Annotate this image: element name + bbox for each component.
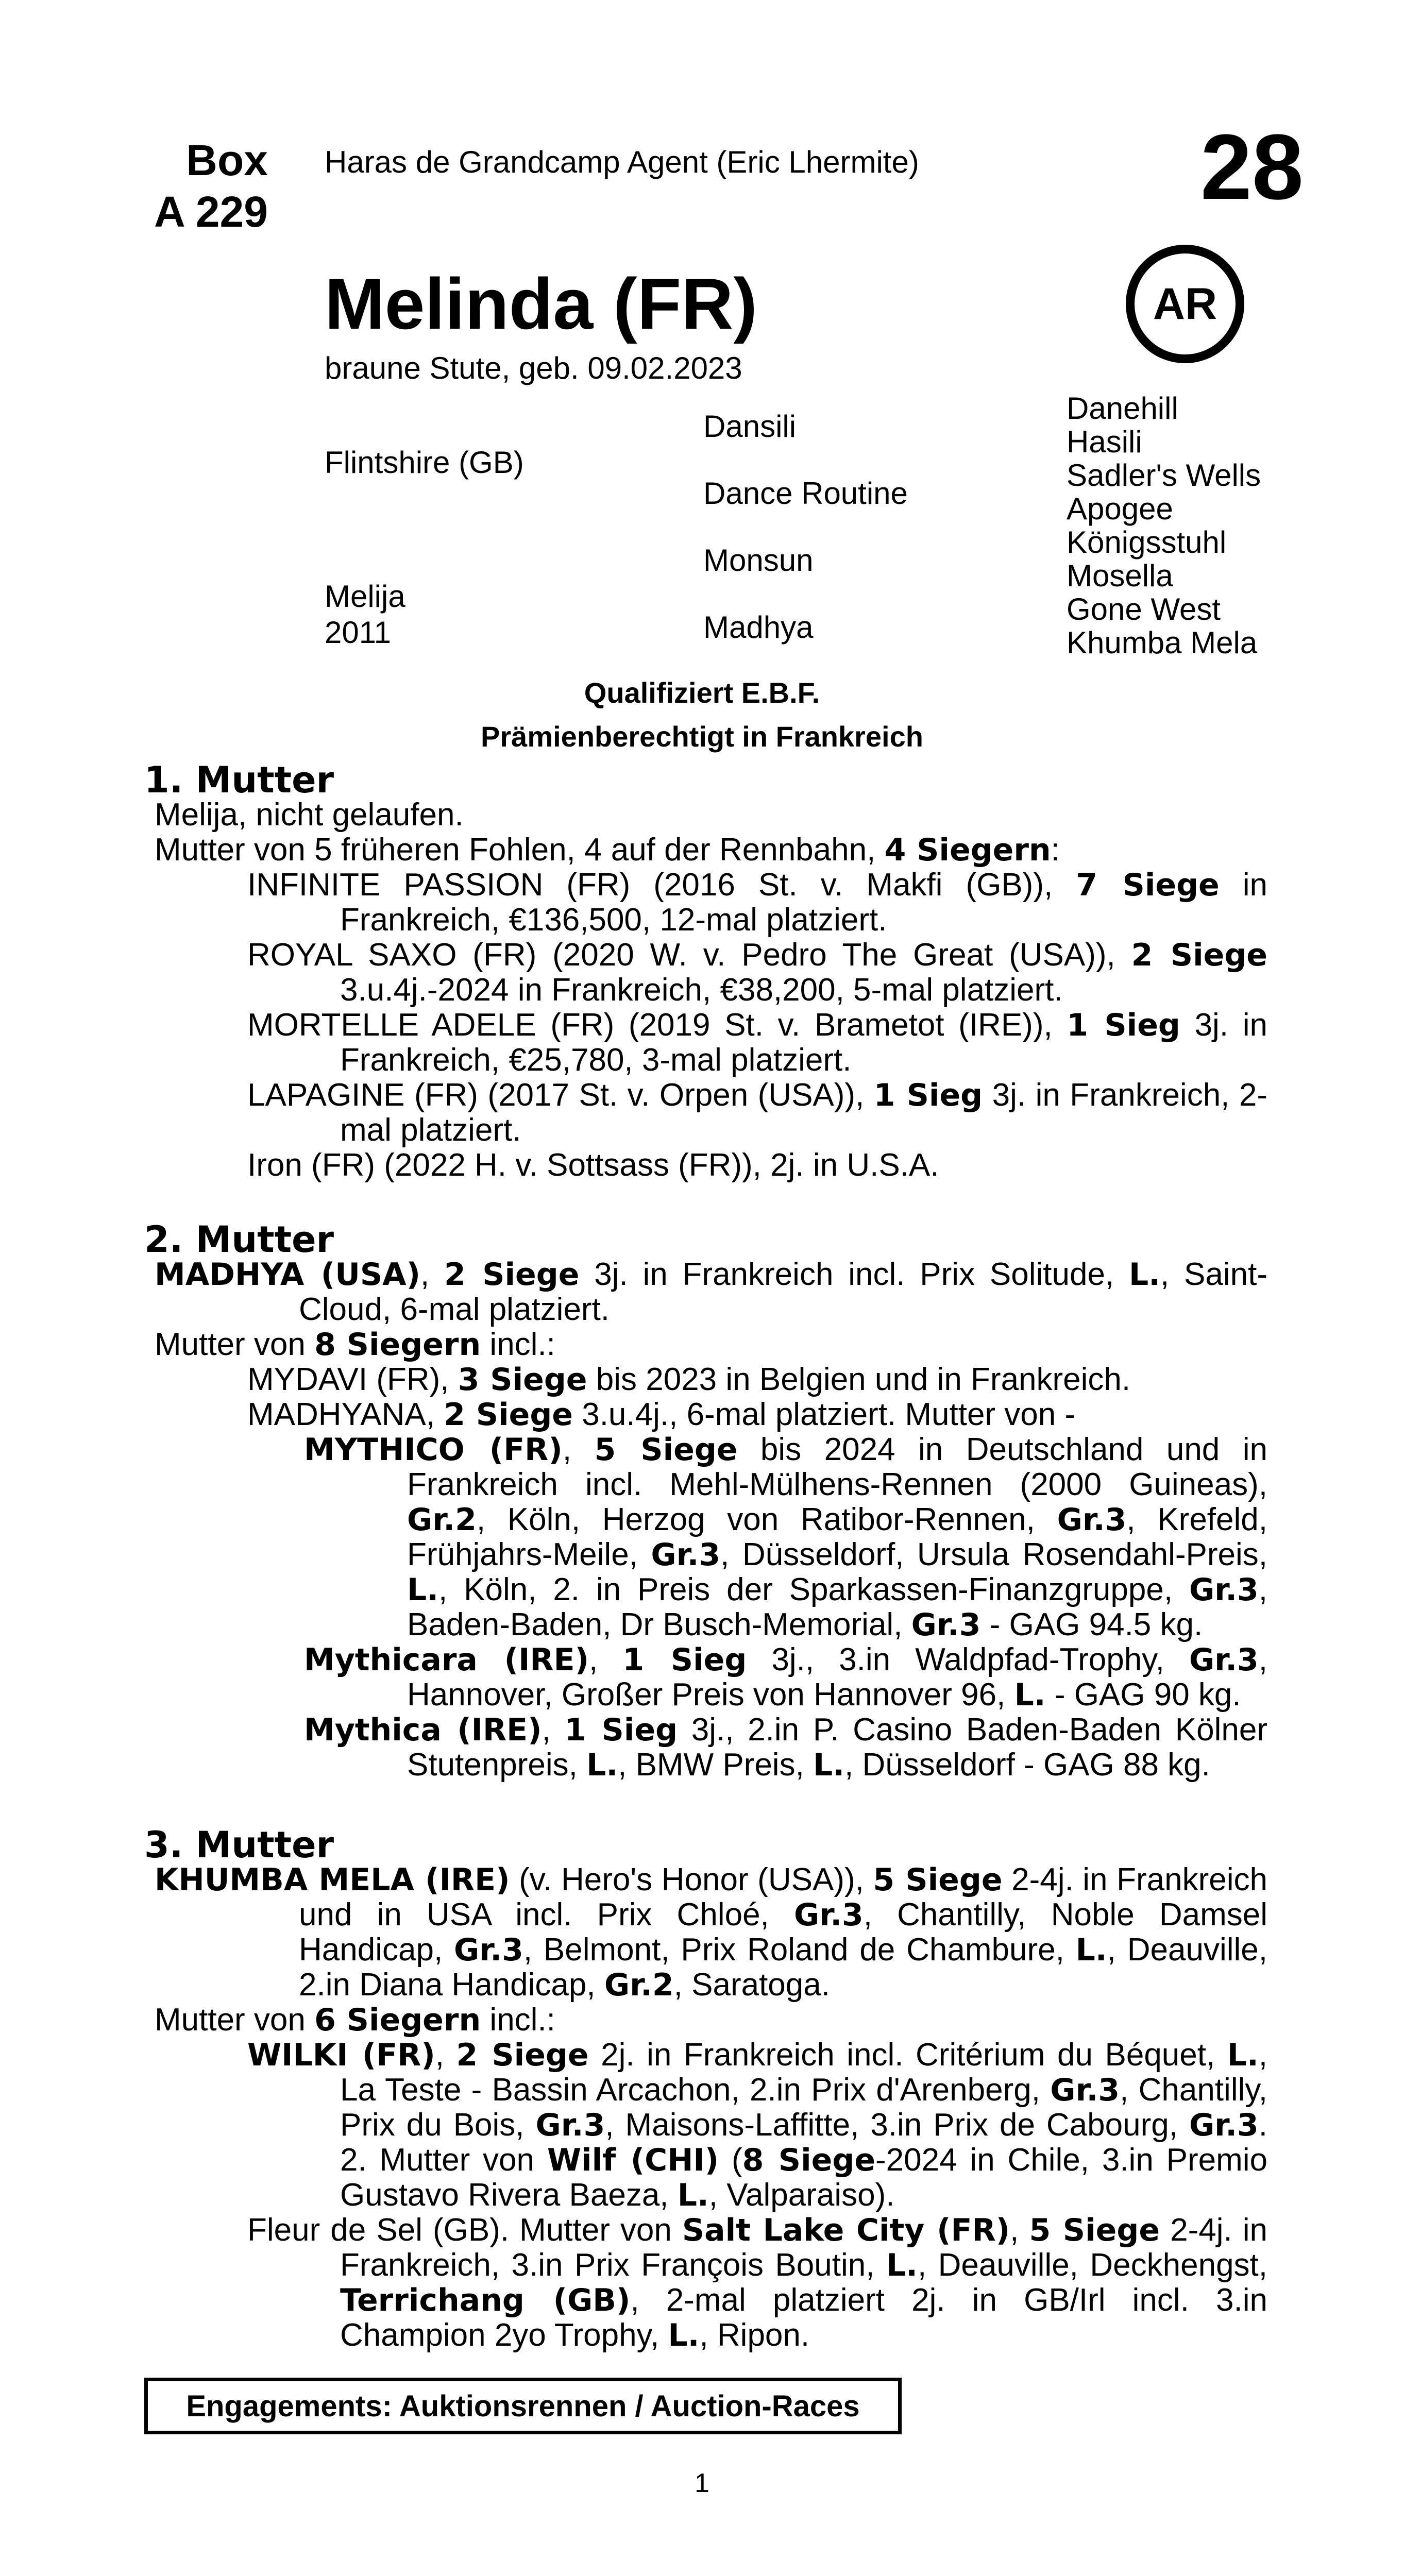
consignor: Haras de Grandcamp Agent (Eric Lhermite) <box>325 145 919 179</box>
text: , <box>1010 2212 1029 2248</box>
pedigree-great-grandparent: Danehill <box>1067 391 1178 426</box>
section-paragraph <box>155 1257 1267 1327</box>
bold-text: 4 Siegern <box>884 832 1051 868</box>
pedigree-great-grandparent: Mosella <box>1067 558 1173 593</box>
text: , Ripon. <box>699 2317 810 2353</box>
bold-text: L. <box>1128 1257 1160 1293</box>
text: in Frankreich, €136,500, 12-mal platziert. <box>340 867 1267 938</box>
page-number: 1 <box>695 2468 709 2498</box>
bold-text: 2 Siege <box>444 1397 573 1433</box>
text: : <box>1051 832 1060 868</box>
text: 2j. in Frankreich incl. Critérium du Béquet, <box>588 2037 1227 2073</box>
text: 2-4j. in Frankreich und in USA incl. Prix Chloé, <box>299 1862 1267 1933</box>
bold-text: Gr.3 <box>911 1607 981 1643</box>
pedigree-grandparent: Madhya <box>703 610 814 645</box>
text: INFINITE PASSION (FR) (2016 St. v. Makfi (GB)), <box>247 867 1076 903</box>
bold-text: 5 Siege <box>873 1862 1003 1898</box>
section-paragraph <box>201 868 1267 938</box>
qualification-ebf: Qualifiziert E.B.F. <box>584 676 820 709</box>
bold-text: Gr.3 <box>1189 1572 1259 1608</box>
text: - GAG 94.5 kg. <box>980 1607 1203 1642</box>
text: , Köln, Herzog von Ratibor-Rennen, <box>476 1502 1057 1537</box>
bold-text: 2 Siege <box>456 2037 589 2073</box>
text: 3j. in Frankreich, 2-mal platziert. <box>340 1077 1268 1148</box>
text: , Düsseldorf, Ursula Rosendahl-Preis, <box>720 1537 1268 1572</box>
bold-text: 7 Siege <box>1076 867 1220 903</box>
section-paragraph <box>155 2003 1267 2038</box>
text: incl.: <box>481 2002 555 2038</box>
section-body <box>155 1862 1267 2353</box>
bold-text: Terrichang (GB) <box>340 2282 631 2318</box>
text: LAPAGINE (FR) (2017 St. v. Orpen (USA)), <box>247 1077 874 1113</box>
horse-name: Melinda (FR) <box>325 263 757 344</box>
bold-text: Gr.2 <box>604 1967 674 2003</box>
text: -2024 in Chile, 3.in Premio Gustavo Rivera Baeza, <box>340 2142 1268 2213</box>
bold-text: Gr.3 <box>1050 2072 1120 2108</box>
bold-text: 5 Siege <box>594 1432 738 1468</box>
text: , Chantilly, Noble Damsel Handicap, <box>299 1897 1267 1968</box>
section-paragraph <box>155 798 1267 833</box>
text: , Maisons-Laffitte, 3.in Prix de Cabourg, <box>605 2107 1189 2143</box>
bold-text: L. <box>586 1747 618 1783</box>
bold-text: Gr.3 <box>1057 1502 1127 1538</box>
bold-text: Gr.3 <box>1189 1642 1259 1678</box>
pedigree-great-grandparent: Hasili <box>1067 425 1142 459</box>
bold-text: 2 Siege <box>444 1257 580 1293</box>
lot-number: 28 <box>1200 115 1304 219</box>
bold-text: 1 Sieg <box>873 1077 983 1113</box>
text: (v. Hero's Honor (USA)), <box>510 1862 873 1897</box>
bold-text: L. <box>677 2177 709 2213</box>
text: MADHYANA, <box>247 1397 444 1432</box>
bold-text: 6 Siegern <box>314 2002 481 2038</box>
bold-text: L. <box>407 1572 439 1608</box>
pedigree-great-grandparent: Gone West <box>1067 592 1221 626</box>
engagements-label: Engagements: Auktionsrennen / Auction-Races <box>186 2389 860 2423</box>
bold-text: L. <box>1014 1677 1046 1713</box>
section-heading: 3. Mutter <box>144 1824 334 1866</box>
text: , Saratoga. <box>673 1967 830 2003</box>
bold-text: 8 Siege <box>742 2142 876 2178</box>
bold-text: KHUMBA MELA (IRE) <box>155 1862 510 1898</box>
text: MORTELLE ADELE (FR) (2019 St. v. Brametot (IRE)), <box>247 1007 1067 1043</box>
section-body <box>155 798 1267 1183</box>
section-paragraph <box>155 1327 1267 1362</box>
text: , Deauville, 2.in Diana Handicap, <box>299 1932 1267 2003</box>
bold-text: Gr.3 <box>793 1897 864 1933</box>
text: , <box>589 1642 623 1677</box>
text: , Köln, 2. in Preis der Sparkassen-Finanzgruppe, <box>438 1572 1189 1607</box>
horse-description: braune Stute, geb. 09.02.2023 <box>325 351 742 385</box>
text: 3j. in Frankreich incl. Prix Solitude, <box>579 1257 1129 1292</box>
bold-text: 1 Sieg <box>564 1712 678 1748</box>
text: Iron (FR) (2022 H. v. Sottsass (FR)), 2j. in U.S.A. <box>247 1147 939 1183</box>
pedigree-great-grandparent: Khumba Mela <box>1067 625 1258 660</box>
text: ( <box>719 2142 742 2178</box>
bold-text: WILKI (FR) <box>247 2037 435 2073</box>
text: bis 2023 in Belgien und in Frankreich. <box>587 1362 1131 1397</box>
section-paragraph <box>201 1362 1267 1397</box>
text: 3j. in Frankreich, €25,780, 3-mal platziert. <box>340 1007 1267 1078</box>
pedigree-dam: Melija <box>325 579 405 614</box>
box-number: A 229 <box>154 188 268 236</box>
text: Fleur de Sel (GB). Mutter von <box>247 2212 682 2248</box>
bold-text: L. <box>668 2317 700 2353</box>
bold-text: 1 Sieg <box>1067 1007 1180 1043</box>
section-paragraph <box>201 1008 1267 1078</box>
section-paragraph <box>201 1078 1267 1148</box>
text: , Baden-Baden, Dr Busch-Memorial, <box>407 1572 1267 1642</box>
bold-text: Gr.3 <box>651 1537 721 1573</box>
bold-text: Gr.2 <box>407 1502 477 1538</box>
bold-text: Wilf (CHI) <box>547 2142 719 2178</box>
text: , La Teste - Bassin Arcachon, 2.in Prix d'Arenberg, <box>340 2037 1267 2108</box>
section-paragraph <box>263 1713 1267 1783</box>
bold-text: L. <box>1227 2037 1259 2073</box>
pedigree-great-grandparent: Königsstuhl <box>1067 525 1227 560</box>
text: Mutter von <box>155 1327 315 1362</box>
engagements-box <box>144 2378 902 2434</box>
text: , Valparaiso). <box>708 2177 895 2213</box>
text: , <box>542 1712 565 1748</box>
bold-text: L. <box>1075 1932 1107 1968</box>
bold-text: 1 Sieg <box>622 1642 747 1678</box>
section-paragraph <box>201 1397 1267 1432</box>
section-paragraph <box>263 1432 1267 1642</box>
text: 2-4j. in Frankreich, 3.in Prix François Boutin, <box>340 2212 1268 2283</box>
bold-text: 2 Siege <box>1131 937 1267 973</box>
text: , Chantilly, Prix du Bois, <box>340 2072 1267 2143</box>
text: MYDAVI (FR), <box>247 1362 458 1397</box>
bold-text: MADHYA (USA) <box>155 1257 420 1293</box>
bold-text: 8 Siegern <box>314 1327 481 1363</box>
section-paragraph <box>201 2213 1267 2353</box>
pedigree-great-grandparent: Sadler's Wells <box>1067 458 1261 493</box>
bold-text: MYTHICO (FR) <box>304 1432 563 1468</box>
text: , BMW Preis, <box>618 1747 814 1783</box>
section-paragraph <box>155 833 1267 868</box>
text: , <box>562 1432 595 1467</box>
section-paragraph <box>155 1862 1267 2003</box>
text: bis 2024 in Deutschland und in Frankreich incl. Mehl-Mülhens-Rennen (2000 Guineas), <box>407 1432 1267 1502</box>
pedigree-great-grandparent: Apogee <box>1067 492 1173 526</box>
pedigree-grandparent: Dance Routine <box>703 476 908 511</box>
text: , Hannover, Großer Preis von Hannover 96, <box>407 1642 1267 1713</box>
text: 3j., 3.in Waldpfad-Trophy, <box>747 1642 1189 1677</box>
pedigree-dam-year: 2011 <box>325 615 392 650</box>
text: , Saint-Cloud, 6-mal platziert. <box>299 1257 1267 1327</box>
text: Mutter von <box>155 2002 315 2038</box>
bold-text: Gr.3 <box>1189 2107 1259 2143</box>
box-label: Box <box>186 136 268 184</box>
section-heading: 1. Mutter <box>144 759 334 801</box>
ar-badge <box>1126 245 1244 363</box>
text: 3.u.4j.-2024 in Frankreich, €38,200, 5-mal platziert. <box>340 972 1063 1008</box>
text: , <box>420 1257 445 1292</box>
bold-text: Gr.3 <box>535 2107 605 2143</box>
bold-text: Gr.3 <box>454 1932 523 1968</box>
section-paragraph <box>201 2038 1267 2213</box>
pedigree-sire: Flintshire (GB) <box>325 445 524 480</box>
text: Mutter von 5 früheren Fohlen, 4 auf der Rennbahn, <box>155 832 885 868</box>
text: , 2-mal platziert 2j. in GB/Irl incl. 3.in Champion 2yo Trophy, <box>340 2282 1267 2353</box>
bold-text: Mythicara (IRE) <box>304 1642 589 1678</box>
section-heading: 2. Mutter <box>144 1218 334 1261</box>
section-paragraph <box>201 1148 1267 1183</box>
section-paragraph <box>201 938 1267 1008</box>
bold-text: L. <box>886 2247 918 2283</box>
bold-text: L. <box>813 1747 845 1783</box>
bold-text: Mythica (IRE) <box>304 1712 542 1748</box>
section-body <box>155 1257 1267 1783</box>
text: incl.: <box>481 1327 555 1362</box>
qualification-premium: Prämienberechtigt in Frankreich <box>481 720 923 753</box>
ar-badge-label: AR <box>1153 279 1217 329</box>
text: 3j., 2.in P. Casino Baden-Baden Kölner Stutenpreis, <box>407 1712 1267 1783</box>
text: , Belmont, Prix Roland de Chambure, <box>523 1932 1076 1968</box>
text: , Deauville, Deckhengst, <box>917 2247 1268 2283</box>
text: - GAG 90 kg. <box>1045 1677 1241 1713</box>
bold-text: 5 Siege <box>1029 2212 1160 2248</box>
pedigree-grandparent: Monsun <box>703 543 814 578</box>
text: 3.u.4j., 6-mal platziert. Mutter von - <box>573 1397 1076 1432</box>
section-paragraph <box>263 1642 1267 1713</box>
pedigree-grandparent: Dansili <box>703 409 797 444</box>
text: , Düsseldorf - GAG 88 kg. <box>844 1747 1210 1783</box>
text: , <box>435 2037 456 2073</box>
text: Melija, nicht gelaufen. <box>155 797 464 833</box>
text: ROYAL SAXO (FR) (2020 W. v. Pedro The Great (USA)), <box>247 937 1131 973</box>
bold-text: Salt Lake City (FR) <box>682 2212 1010 2248</box>
bold-text: 3 Siege <box>458 1362 587 1398</box>
text: . 2. Mutter von <box>340 2107 1267 2178</box>
text: , Krefeld, Frühjahrs-Meile, <box>407 1502 1267 1572</box>
